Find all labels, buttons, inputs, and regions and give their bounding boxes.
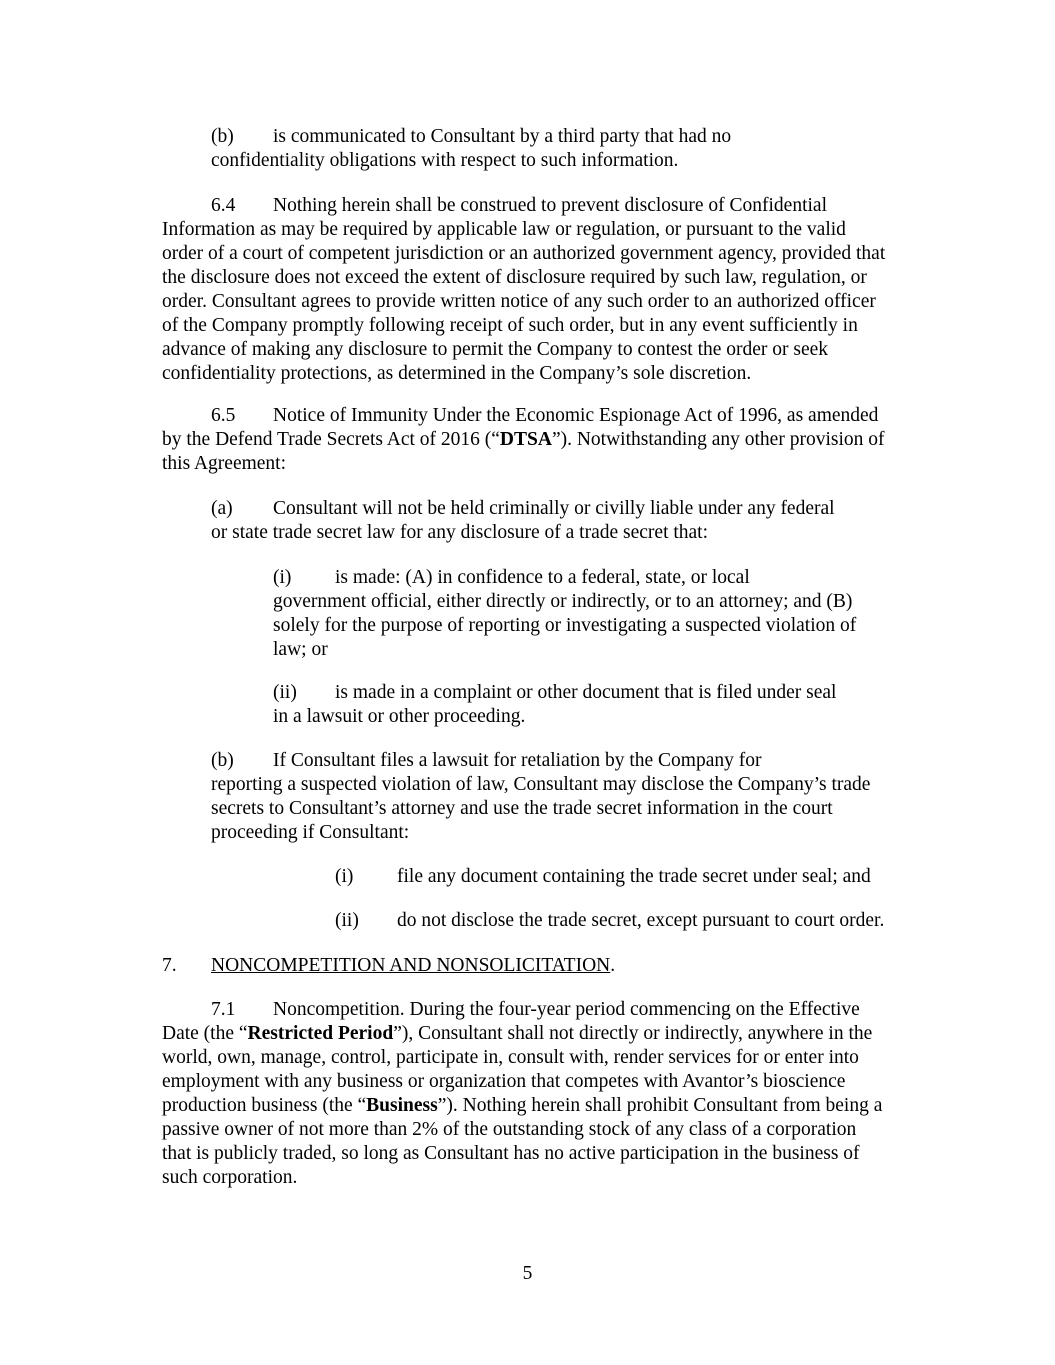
text-fragment: ”), Consultant shall not directly or indirectly, anywhere in the	[393, 1023, 873, 1044]
paragraph-7-1	[162, 998, 882, 1190]
text-line: order of a court of competent jurisdiction or an authorized government agency, provided that	[162, 243, 886, 264]
text-line: order. Consultant agrees to provide written notice of any such order to an authorized officer	[162, 291, 876, 312]
section-7-heading	[162, 954, 615, 978]
text-line: confidentiality protections, as determined in the Company’s sole discretion.	[162, 363, 752, 384]
text-line: is communicated to Consultant by a third party that had no	[273, 126, 732, 147]
text-fragment: Date (the “	[162, 1023, 248, 1044]
clause-label: (a)	[211, 498, 233, 519]
clause-label: (ii)	[273, 682, 297, 703]
paragraph-6-5	[162, 404, 884, 476]
defined-term-dtsa: DTSA	[499, 429, 552, 450]
text-line: or state trade secret law for any disclosure of a trade secret that:	[211, 522, 709, 543]
text-line: law; or	[273, 639, 328, 660]
paragraph-6-5-a-ii	[273, 681, 836, 729]
text-fragment: production business (the “	[162, 1095, 367, 1116]
section-number: 7.	[162, 955, 177, 976]
text-line: of the Company promptly following receipt of such order, but in any event sufficiently in	[162, 315, 858, 336]
paragraph-6-4	[162, 194, 885, 386]
text-line: in a lawsuit or other proceeding.	[273, 706, 526, 727]
paragraph-6-5-a-i	[273, 566, 856, 662]
text-line: world, own, manage, control, participate in, consult with, render services for or enter into	[162, 1047, 859, 1068]
text-line: secrets to Consultant’s attorney and use the trade secret information in the court	[211, 798, 833, 819]
text-line: passive owner of not more than 2% of the outstanding stock of any class of a corporation	[162, 1119, 857, 1140]
clause-label: (i)	[335, 866, 354, 887]
text-line: is made in a complaint or other document that is filed under seal	[335, 682, 837, 703]
section-number: 6.4	[211, 195, 236, 216]
text-line: Notice of Immunity Under the Economic Espionage Act of 1996, as amended	[273, 405, 879, 426]
section-number: 7.1	[211, 999, 236, 1020]
paragraph-6-5-a	[211, 497, 835, 545]
text-line: proceeding if Consultant:	[211, 822, 410, 843]
paragraph-6-5-b-ii	[335, 909, 884, 933]
paragraph-6-3-b	[211, 125, 731, 173]
text-line: employment with any business or organization that competes with Avantor’s bioscience	[162, 1071, 846, 1092]
clause-label: (b)	[211, 750, 234, 771]
text-line: Consultant will not be held criminally or civilly liable under any federal	[273, 498, 835, 519]
text-line: Information as may be required by applicable law or regulation, or pursuant to the valid	[162, 219, 846, 240]
section-title: NONCOMPETITION AND NONSOLICITATION	[211, 955, 611, 976]
clause-label: (ii)	[335, 910, 359, 931]
text-line: government official, either directly or indirectly, or to an attorney; and (B)	[273, 591, 853, 612]
clause-label: (b)	[211, 126, 234, 147]
text-line: solely for the purpose of reporting or investigating a suspected violation of	[273, 615, 857, 636]
text-fragment: ”). Nothing herein shall prohibit Consultant from being a	[437, 1095, 883, 1116]
paragraph-6-5-b-i	[335, 865, 871, 889]
text-line: Noncompetition. During the four-year period commencing on the Effective	[273, 999, 860, 1020]
text-fragment: by the Defend Trade Secrets Act of 2016 (“	[162, 429, 500, 450]
section-number: 6.5	[211, 405, 236, 426]
text-line: the disclosure does not exceed the extent of disclosure required by such law, regulation, or	[162, 267, 867, 288]
paragraph-6-5-b	[211, 749, 870, 845]
text-line: such corporation.	[162, 1167, 298, 1188]
text-line: file any document containing the trade secret under seal; and	[397, 866, 871, 887]
defined-term-restricted-period: Restricted Period	[247, 1023, 394, 1044]
text-line: confidentiality obligations with respect to such information.	[211, 150, 679, 171]
text-fragment: ”). Notwithstanding any other provision of	[551, 429, 885, 450]
text-line: advance of making any disclosure to permit the Company to contest the order or seek	[162, 339, 829, 360]
text-line: is made: (A) in confidence to a federal, state, or local	[335, 567, 750, 588]
defined-term-business: Business	[366, 1095, 438, 1116]
text-line: do not disclose the trade secret, except pursuant to court order.	[397, 910, 885, 931]
text-line: reporting a suspected violation of law, Consultant may disclose the Company’s trade	[211, 774, 871, 795]
text-line: this Agreement:	[162, 453, 287, 474]
text-line: that is publicly traded, so long as Consultant has no active participation in the business of	[162, 1143, 860, 1164]
page-number: 5	[522, 1263, 533, 1284]
heading-period: .	[610, 955, 616, 976]
text-line: Nothing herein shall be construed to prevent disclosure of Confidential	[273, 195, 827, 216]
clause-label: (i)	[273, 567, 292, 588]
text-line: If Consultant files a lawsuit for retaliation by the Company for	[273, 750, 762, 771]
